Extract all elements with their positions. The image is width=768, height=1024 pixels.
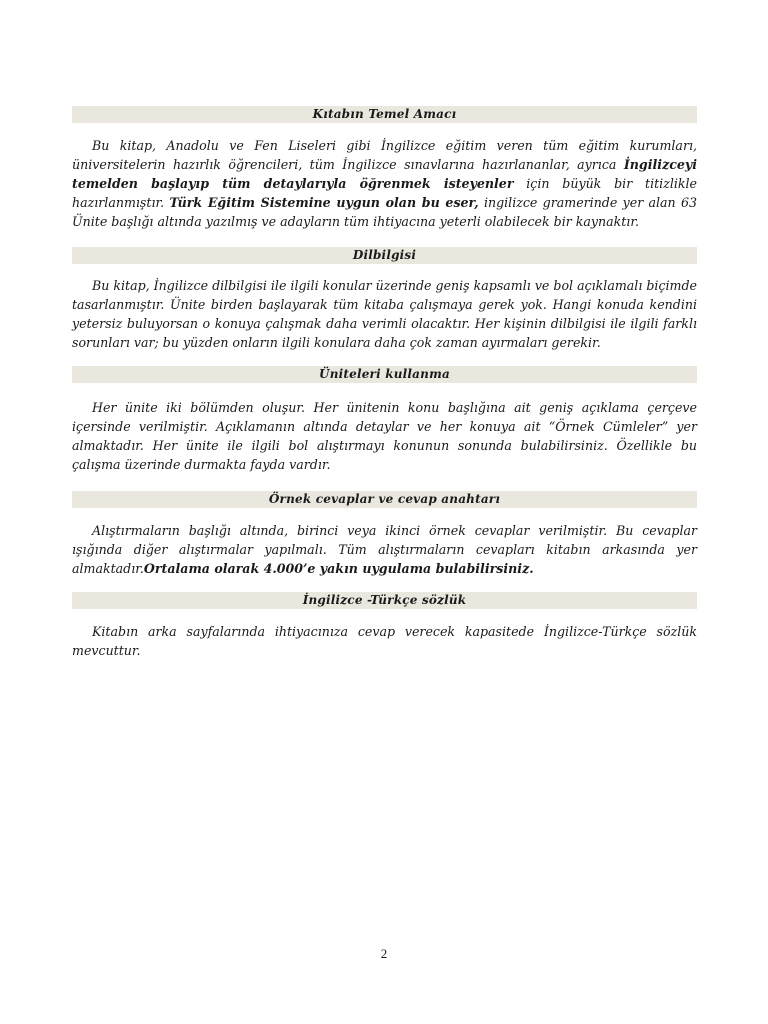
section-heading: Dilbilgisi	[72, 247, 697, 264]
section-temel-amac	[72, 106, 697, 231]
text-run: için büyük bir titizlikle hazırlanmıştır.	[72, 176, 697, 210]
section-paragraph	[72, 622, 697, 660]
page-number: 2	[380, 946, 388, 961]
text-run: ingilizce gramerinde yer alan 63 Ünite başlığı altında yazılmış ve adayların tüm ihtiyacına yeterli olabilecek bir kaynaktır.	[72, 195, 697, 229]
section-uniteleri-kullanma	[72, 366, 697, 474]
section-paragraph	[72, 276, 697, 352]
section-heading: İngilizce -Türkçe sözlük	[72, 592, 697, 609]
section-ornek-cevaplar	[72, 491, 697, 578]
text-run: Bu kitap, Anadolu ve Fen Liseleri gibi İngilizce eğitim veren tüm eğitim kurumları, üniversitelerin hazırlık öğrencileri, tüm İngilizce sınavlarına hazırlananlar, ayrıca	[72, 138, 697, 172]
bold-text-run: Türk Eğitim Sistemine uygun olan bu eser,	[169, 195, 479, 210]
bold-text-run: İngilizceyi temelden başlayıp tüm detaylarıyla öğrenmek isteyenler	[72, 157, 697, 191]
section-heading: Kıtabın Temel Amacı	[72, 106, 697, 123]
bold-text-run: Ortalama olarak 4.000’e yakın uygulama bulabilirsiniz.	[143, 561, 534, 576]
text-run: Her ünite iki bölümden oluşur. Her ünitenin konu başlığına ait geniş açıklama çerçeve içersinde verilmiştir. Açıklamanın altında detaylar ve her konuya ait “Örnek Cümleler” yer almaktadır. Her ünite ile ilgili bol alıştırmayı konunun sonunda bulabilirsiniz. Özellikle bu çalışma üzerinde durmakta fayda vardır.	[72, 400, 697, 472]
text-run: Kitabın arka sayfalarında ihtiyacınıza cevap verecek kapasitede İngilizce-Türkçe sözlük mevcuttur.	[72, 624, 697, 658]
document-body	[72, 106, 697, 660]
section-sozluk	[72, 592, 697, 660]
section-paragraph	[72, 521, 697, 578]
section-paragraph	[72, 136, 697, 231]
section-heading: Üniteleri kullanma	[72, 366, 697, 383]
text-run: Bu kitap, İngilizce dilbilgisi ile ilgili konular üzerinde geniş kapsamlı ve bol açıklamalı biçimde tasarlanmıştır. Ünite birden başlayarak tüm kitaba çalışmaya gerek yok. Hangi konuda kendini yetersiz buluyorsan o konuya çalışmak daha verimli olacaktır. Her kişinin dilbilgisi ile ilgili farklı sorunları var; bu yüzden onların ilgili konulara daha çok zaman ayırmaları gerekir.	[72, 278, 697, 350]
section-paragraph	[72, 398, 697, 474]
section-heading: Örnek cevaplar ve cevap anahtarı	[72, 491, 697, 508]
text-run: Alıştırmaların başlığı altında, birinci veya ikinci örnek cevaplar verilmiştir. Bu cevaplar ışığında diğer alıştırmalar yapılmalı. Tüm alıştırmaların cevapları kitabın arkasında yer almaktadır.	[72, 523, 697, 576]
section-dilbilgisi	[72, 247, 697, 352]
